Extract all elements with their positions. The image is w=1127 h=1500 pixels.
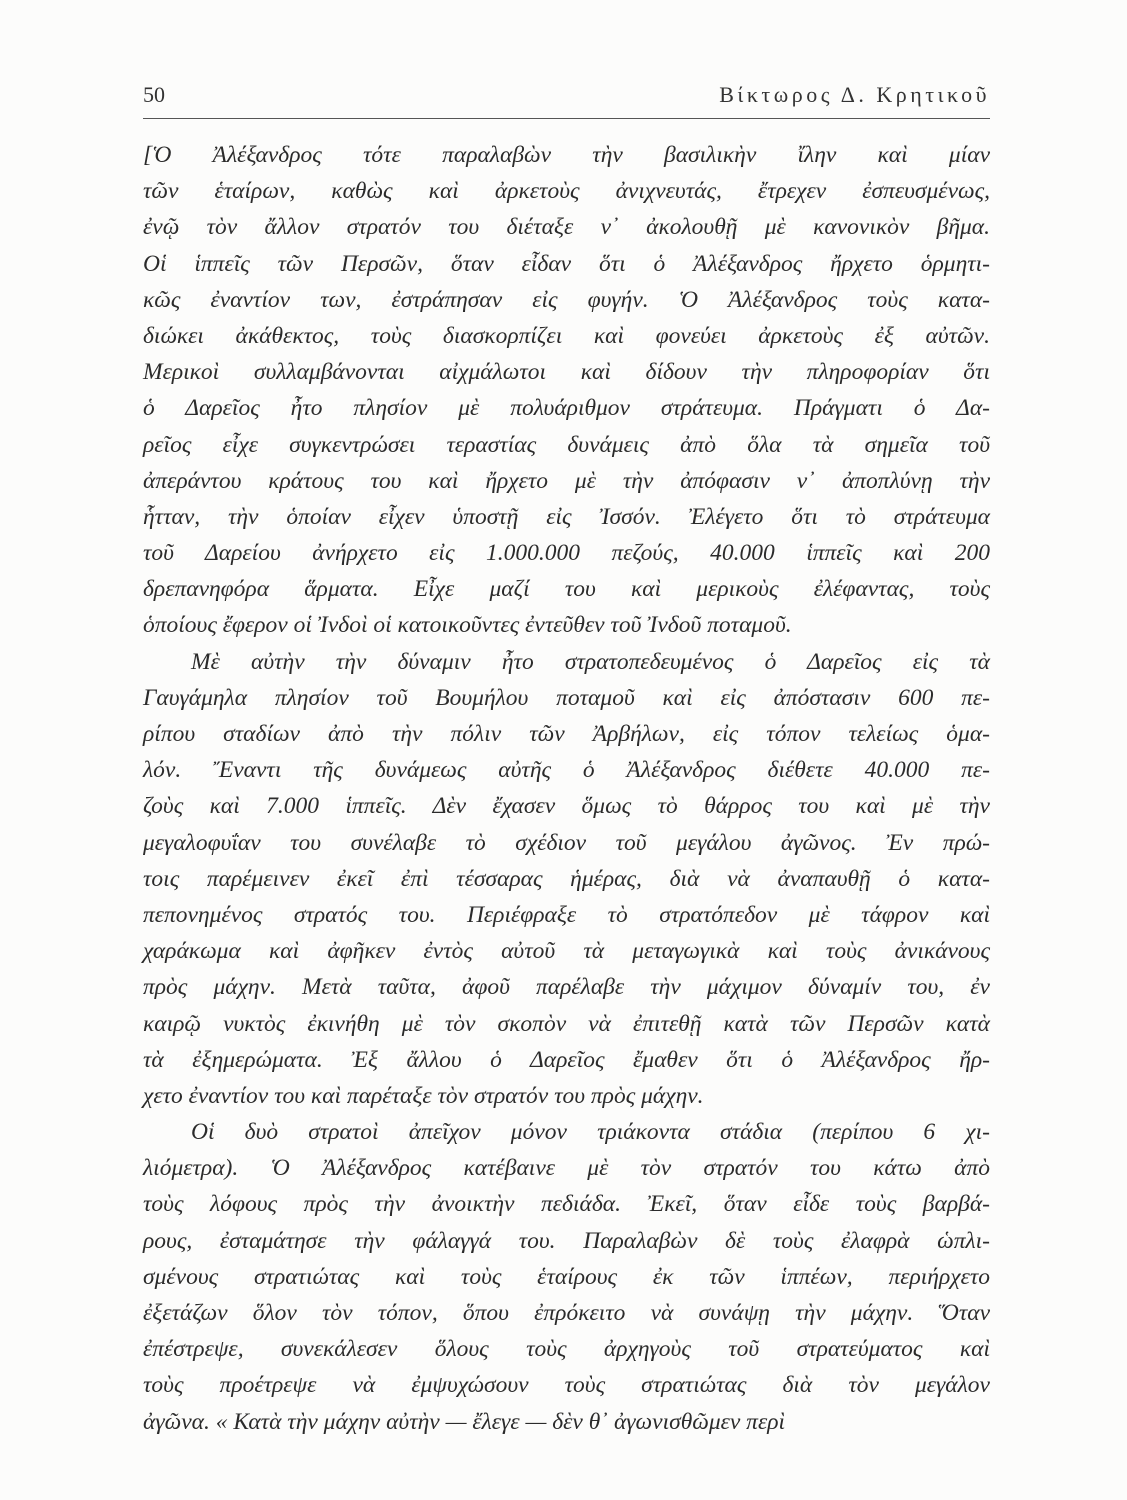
text-line: ἀπεράντου κράτους του καὶ ἤρχετο μὲ τὴν ἀπόφασιν ν᾿ ἀποπλύνῃ τὴν (143, 467, 990, 494)
text-line: τοῦ Δαρείου ἀνήρχετο εἰς 1.000.000 πεζούς, 40.000 ἱππεῖς καὶ 200 (143, 540, 990, 567)
text-line: τοις παρέμεινεν ἐκεῖ ἐπὶ τέσσαρας ἡμέρας, διὰ νὰ ἀναπαυθῇ ὁ κατα- (143, 865, 990, 892)
text-line: πρὸς μάχην. Μετὰ ταῦτα, ἀφοῦ παρέλαβε τὴν μάχιμον δύναμίν του, ἐν (143, 974, 990, 1001)
text-line: κῶς ἐναντίον των, ἐστράπησαν εἰς φυγήν. Ὁ Ἀλέξανδρος τοὺς κατα- (143, 286, 990, 313)
text-line: χαράκωμα καὶ ἀφῆκεν ἐντὸς αὐτοῦ τὰ μεταγωγικὰ καὶ τοὺς ἀνικάνους (143, 938, 990, 965)
text-line: Μερικοὶ συλλαμβάνονται αἰχμάλωτοι καὶ δίδουν τὴν πληροφορίαν ὅτι (143, 359, 990, 386)
text-line: διώκει ἀκάθεκτος, τοὺς διασκορπίζει καὶ φονεύει ἀρκετοὺς ἐξ αὐτῶν. (143, 322, 990, 349)
text-line: μεγαλοφυΐαν του συνέλαβε τὸ σχέδιον τοῦ μεγάλου ἀγῶνος. Ἐν πρώ- (143, 829, 990, 856)
text-line: ἐξετάζων ὅλον τὸν τόπον, ὅπου ἐπρόκειτο νὰ συνάψῃ τὴν μάχην. Ὅταν (143, 1300, 990, 1326)
text-line: χετο ἐναντίον του καὶ παρέταξε τὸν στρατόν του πρὸς μάχην. (143, 1082, 704, 1109)
text-line: λιόμετρα). Ὁ Ἀλέξανδρος κατέβαινε μὲ τὸν στρατόν του κάτω ἀπὸ (143, 1155, 990, 1182)
text-line: πεπονημένος στρατός του. Περιέφραξε τὸ στρατόπεδον μὲ τάφρον καὶ (143, 901, 990, 928)
text-line: ρίπου σταδίων ἀπὸ τὴν πόλιν τῶν Ἀρβήλων, εἰς τόπον τελείως ὁμα- (143, 721, 990, 747)
text-line: ρους, ἐσταμάτησε τὴν φάλαγγά του. Παραλαβὼν δὲ τοὺς ἐλαφρὰ ὡπλι- (143, 1227, 990, 1254)
text-line: ἐνῷ τὸν ἄλλον στρατόν του διέταξε ν᾿ ἀκολουθῇ μὲ κανονικὸν βῆμα. (143, 214, 990, 241)
text-line: καιρῷ νυκτὸς ἐκινήθη μὲ τὸν σκοπὸν νὰ ἐπιτεθῇ κατὰ τῶν Περσῶν κατὰ (143, 1010, 990, 1037)
text-line: Γαυγάμηλα πλησίον τοῦ Βουμήλου ποταμοῦ καὶ εἰς ἀπόστασιν 600 πε- (143, 684, 990, 711)
text-line: Οἱ δυὸ στρατοὶ ἀπεῖχον μόνον τριάκοντα στάδια (περίπου 6 χι- (191, 1119, 990, 1146)
text-line: τοὺς προέτρεψε νὰ ἐμψυχώσουν τοὺς στρατιώτας διὰ τὸν μεγάλον (143, 1372, 990, 1399)
paragraph (143, 644, 990, 1114)
text-line: τοὺς λόφους πρὸς τὴν ἀνοικτὴν πεδιάδα. Ἐκεῖ, ὅταν εἶδε τοὺς βαρβά- (143, 1191, 990, 1218)
text-line: [Ὁ Ἀλέξανδρος τότε παραλαβὼν τὴν βασιλικὴν ἴλην καὶ μίαν (143, 142, 990, 168)
header-rule (143, 118, 990, 119)
text-line: Οἱ ἱππεῖς τῶν Περσῶν, ὅταν εἶδαν ὅτι ὁ Ἀλέξανδρος ἤρχετο ὁρμητι- (143, 250, 990, 277)
text-line: ἀγῶνα. « Κατὰ τὴν μάχην αὐτὴν — ἔλεγε — δὲν θ᾿ ἀγωνισθῶμεν περὶ (143, 1408, 786, 1435)
text-line: λόν. Ἔναντι τῆς δυνάμεως αὐτῆς ὁ Ἀλέξανδρος διέθετε 40.000 πε- (143, 757, 990, 784)
text-line: δρεπανηφόρα ἅρματα. Εἶχε μαζί του καὶ μερικοὺς ἐλέφαντας, τοὺς (143, 576, 990, 603)
paragraph (143, 1114, 990, 1440)
text-line: ἐπέστρεψε, συνεκάλεσεν ὅλους τοὺς ἀρχηγοὺς τοῦ στρατεύματος καὶ (143, 1336, 990, 1363)
text-line: ὁποίους ἔφερον οἱ Ἰνδοὶ οἱ κατοικοῦντες ἐντεῦθεν τοῦ Ἰνδοῦ ποταμοῦ. (143, 612, 792, 639)
text-line: Μὲ αὐτὴν τὴν δύναμιν ἦτο στρατοπεδευμένος ὁ Δαρεῖος εἰς τὰ (191, 648, 990, 675)
page-number: 50 (143, 82, 165, 107)
running-head: Βίκτωρος Δ. Κρητικοῦ (719, 82, 990, 107)
page-header (143, 82, 990, 116)
body-text (143, 137, 990, 1440)
text-line: σμένους στρατιώτας καὶ τοὺς ἑταίρους ἐκ τῶν ἱππέων, περιήρχετο (143, 1263, 990, 1290)
text-line: ρεῖος εἶχε συγκεντρώσει τεραστίας δυνάμεις ἀπὸ ὅλα τὰ σημεῖα τοῦ (143, 431, 990, 458)
text-line: τὰ ἐξημερώματα. Ἐξ ἄλλου ὁ Δαρεῖος ἔμαθεν ὅτι ὁ Ἀλέξανδρος ἤρ- (143, 1046, 990, 1073)
text-line: ἧτταν, τὴν ὁποίαν εἶχεν ὑποστῇ εἰς Ἰσσόν. Ἐλέγετο ὅτι τὸ στράτευμα (143, 503, 990, 530)
text-line: ὁ Δαρεῖος ἦτο πλησίον μὲ πολυάριθμον στράτευμα. Πράγματι ὁ Δα- (143, 395, 990, 422)
text-line: ζοὺς καὶ 7.000 ἱππεῖς. Δὲν ἔχασεν ὅμως τὸ θάρρος του καὶ μὲ τὴν (143, 793, 990, 820)
paragraph (143, 137, 990, 644)
text-line: τῶν ἑταίρων, καθὼς καὶ ἀρκετοὺς ἀνιχνευτάς, ἔτρεχεν ἐσπευσμένως, (143, 178, 990, 205)
